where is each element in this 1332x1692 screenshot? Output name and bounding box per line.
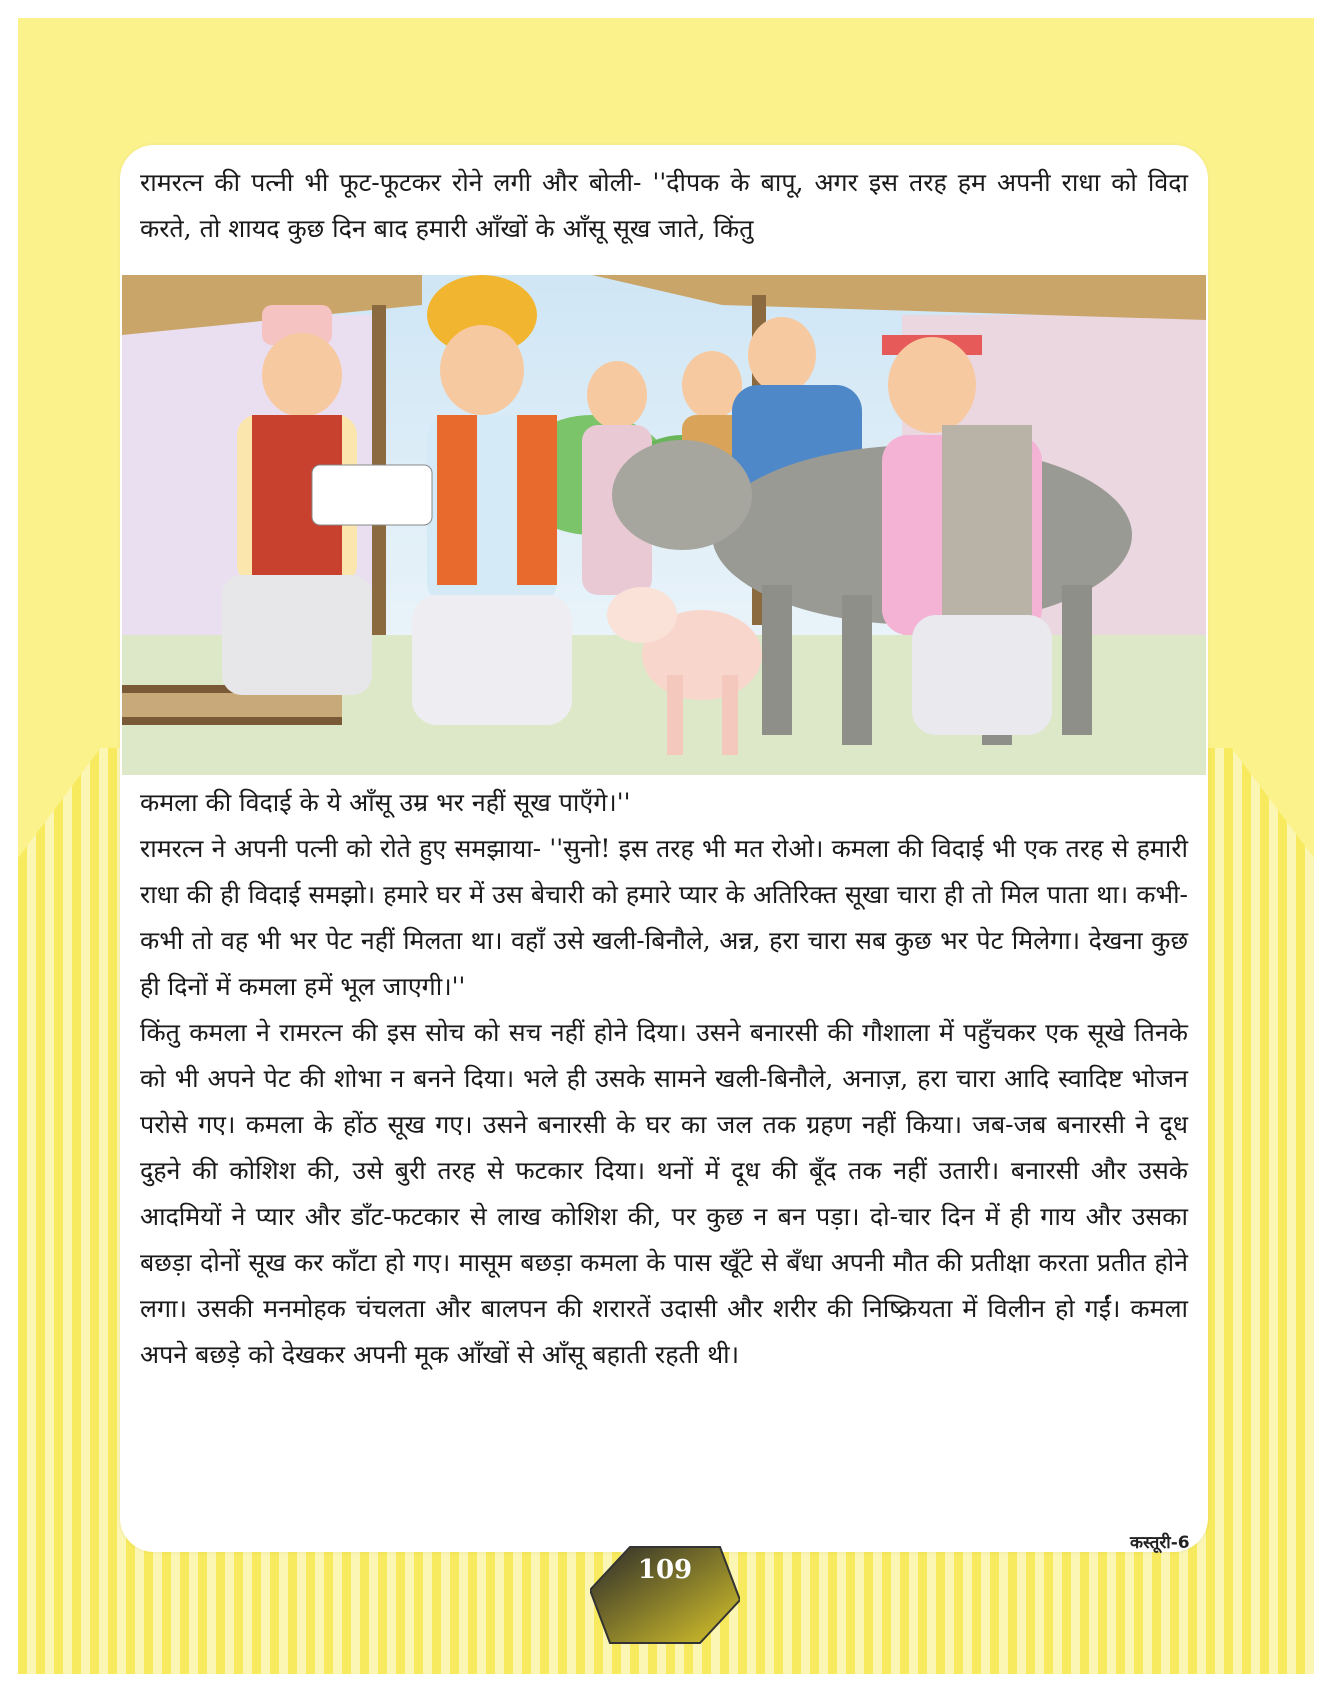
paragraph-ramratn-explains: रामरत्न ने अपनी पत्नी को रोते हुए समझाया- ''सुनो! इस तरह भी मत रोओ। कमला की विदाई भी एक तरह से हमारी राधा की ही विदाई समझो। हमारे घर में उस बेचारी को हमारे प्यार के अतिरिक्त सूखा चारा ही तो मिल पाता था। कभी-कभी तो वह भी भर पेट नहीं मिलता था। वहाँ उसे खली-बिनौले, अन्न, हरा चारा सब कुछ भर पेट मिलेगा। देखना कुछ ही दिनों में कमला हमें भूल जाएगी।'' [140,834,1188,1001]
page-number-badge [590,1545,740,1645]
paragraph-continuation: कमला की विदाई के ये आँसू उम्र भर नहीं सूख पाएँगे।'' [140,788,631,817]
book-name: कस्तूरी-6 [1130,1533,1190,1553]
story-illustration [122,275,1206,775]
paragraph-bottom [140,780,1188,1378]
paragraph-top: रामरत्न की पत्नी भी फूट-फूटकर रोने लगी और बोली- ''दीपक के बापू, अगर इस तरह हम अपनी राधा को विदा करते, तो शायद कुछ दिन बाद हमारी आँखों के आँसू सूख जाते, किंतु [140,168,1188,243]
paragraph-kamla-refuses: किंतु कमला ने रामरत्न की इस सोच को सच नहीं होने दिया। उसने बनारसी की गौशाला में पहुँचकर एक सूखे तिनके को भी अपने पेट की शोभा न बनने दिया। भले ही उसके सामने खली-बिनौले, अनाज़, हरा चारा आदि स्वादिष्ट भोजन परोसे गए। कमला के होंठ सूख गए। उसने बनारसी के घर का जल तक ग्रहण नहीं किया। जब-जब बनारसी ने दूध दुहने की कोशिश की, उसे बुरी तरह से फटकार दिया। थनों में दूध की बूँद तक नहीं उतारी। बनारसी और उसके आदमियों ने प्यार और डाँट-फटकार से लाख कोशिश की, पर कुछ न बन पड़ा। दो-चार दिन में ही गाय और उसका बछड़ा दोनों सूख कर काँटा हो गए। मासूम बछड़ा कमला के पास खूँटे से बँधा अपनी मौत की प्रतीक्षा करता प्रतीत होने लगा। उसकी मनमोहक चंचलता और बालपन की शरारतें उदासी और शरीर की निष्क्रियता में विलीन हो गईं। कमला अपने बछड़े को देखकर अपनी मूक आँखों से आँसू बहाती रहती थी। [140,1018,1188,1369]
page-number: 109 [637,1555,693,1585]
